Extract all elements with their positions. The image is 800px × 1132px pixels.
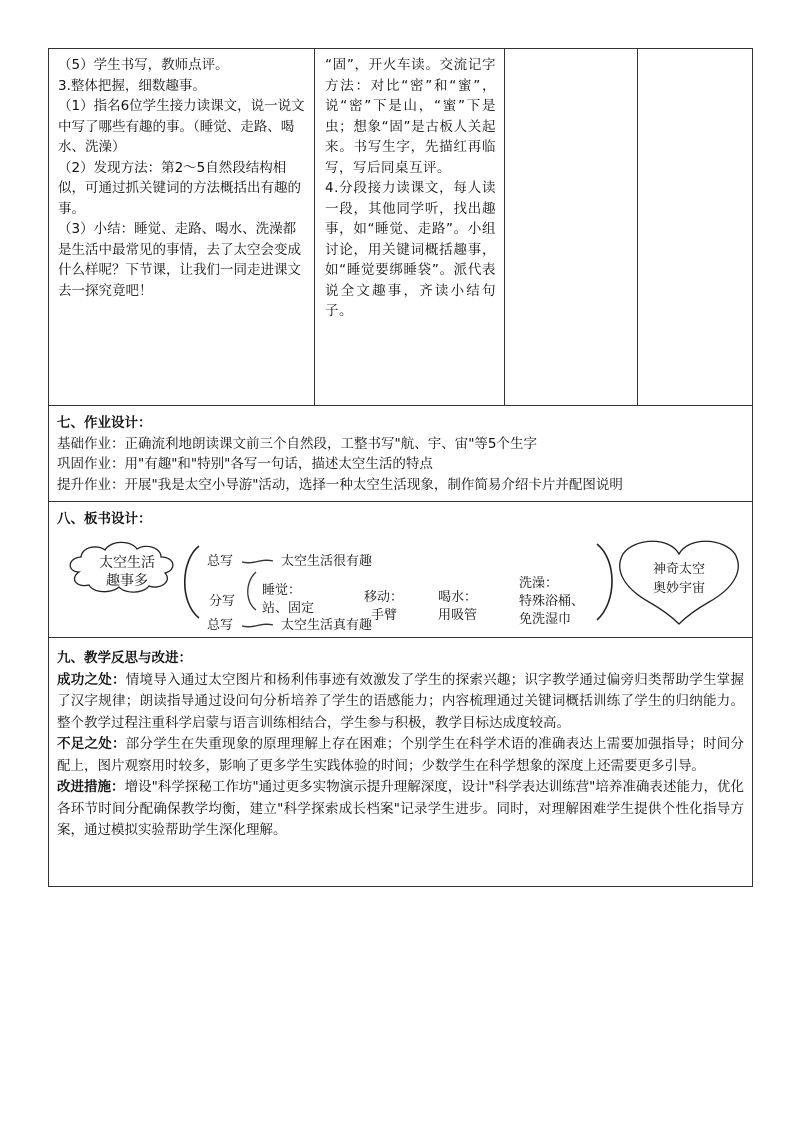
mid-brace [248,572,256,610]
homework-row [49,406,753,502]
item-move-detail: 手臂 [371,607,398,623]
step-text: （5）学生书写，教师点评。 [58,57,229,73]
notes-cell [638,49,753,406]
lesson-plan-page [48,48,752,887]
improve-label: 改进措施： [57,779,125,795]
lesson-plan-table [48,48,753,887]
heart-text [641,560,717,598]
fen-label: 分写 [209,593,236,609]
teacher-activity-cell [49,49,315,406]
board-row [49,502,753,638]
step-text: （1）指名6位学生接力读课文，说一说文中写了哪些有趣的事。（睡觉、走路、喝水、洗澡） [58,98,305,155]
success-label: 成功之处： [57,671,126,688]
heart-line: 神奇太空 [652,561,705,577]
summary-bottom: 太空生活真有趣 [281,617,373,633]
homework-line: 巩固作业：用"有趣"和"特别"各写一句话，描述太空生活的特点 [57,456,433,472]
left-brace [185,546,199,618]
student-activity-cell [315,49,505,406]
heart-line: 奥妙宇宙 [652,580,705,596]
lack-paragraph [57,734,744,777]
design-intent-cell [505,49,638,406]
summary-top: 太空生活很有趣 [281,553,373,569]
student-step-text: “固”，开火车读。交流记字方法：对比“密”和“蜜”，说“密”下是山，“蜜”下是虫；想象“固”是古板人关起来。书写生字，先描红再临写，写后同桌互评。 [325,57,496,176]
item-bath-detail-2: 免洗湿巾 [519,611,572,627]
zong-label-top: 总写 [207,553,234,569]
reflection-cell [49,638,753,887]
reflection-row [49,638,753,887]
success-text: 情境导入通过太空图片和杨利伟事迹有效激发了学生的探索兴趣；识字教学通过偏旁归类帮助学生掌握了汉字规律；朗读指导通过设问句分析培养了学生的语感能力；内容梳理通过关键词概括训练了学生的归纳能力。整个教学过程注重科学启蒙与语言训练相结合，学生参与积极，教学目标达成度较高。 [57,671,745,731]
item-sleep-label: 睡觉： [262,582,302,598]
homework-line: 提升作业：开展"我是太空小导游"活动，选择一种太空生活现象，制作简易介绍卡片并配图说明 [57,476,623,493]
right-brace [597,544,612,620]
student-step-text: 4.分段接力读课文，每人读一段，其他同学听，找出趣事，如“睡觉、走路”。小组讨论，用关键词概括趣事，如“睡觉要绑睡袋”。派代表说全文趣事，齐读小结句子。 [325,180,496,319]
success-paragraph [57,670,744,735]
improve-paragraph [57,777,744,842]
item-move-label: 移动： [364,589,404,605]
improve-text: 增设"科学探秘工作坊"通过更多实物演示提升理解深度，设计"科学表达训练营"培养准确表述能力，优化各环节时间分配确保教学均衡，建立"科学探索成长档案"记录学生进步。同时，对理解困难学生提供个性化指导方案，通过模拟实验帮助学生深化理解。 [57,779,745,838]
homework-line: 基础作业：正确流利地朗读课文前三个自然段，工整书写"航、宇、宙"等5个生字 [57,435,538,452]
board-diagram [49,530,752,633]
homework-title: 七、作业设计： [57,415,152,431]
top-line [242,560,273,563]
cloud-text [91,554,163,590]
homework-cell [49,406,753,502]
lack-label: 不足之处： [57,736,126,752]
cloud-line: 太空生活 [99,554,155,571]
board-cell [49,502,753,638]
item-bath-label: 洗澡： [519,575,559,591]
reflection-title: 九、教学反思与改进： [57,650,192,666]
item-drink-detail: 用吸管 [438,607,478,623]
teaching-process-row [49,49,753,406]
lack-text: 部分学生在失重现象的原理理解上存在困难；个别学生在科学术语的准确表达上需要加强指导；时间分配上，图片观察用时较多，影响了更多学生实践体验的时间；少数学生在科学想象的深度上还需要更多引导。 [57,736,745,774]
cloud-line: 趣事多 [106,572,148,589]
item-drink-label: 喝水： [438,589,478,605]
step-text: 3.整体把握，细数趣事。 [58,77,206,94]
item-sleep-detail: 站、固定 [262,600,315,616]
zong-label-bottom: 总写 [207,617,234,633]
item-bath-detail: 特殊浴桶、 [519,593,585,609]
board-title: 八、板书设计： [57,511,152,527]
step-text: （2）发现方法：第2～5自然段结构相似，可通过抓关键词的方法概括出有趣的事。 [58,159,301,217]
step-text: （3）小结：睡觉、走路、喝水、洗澡都是生活中最常见的事情，去了太空会变成什么样呢？下节课，让我们一同走进课文去一探究竟吧！ [58,221,301,299]
bottom-line [242,624,273,627]
